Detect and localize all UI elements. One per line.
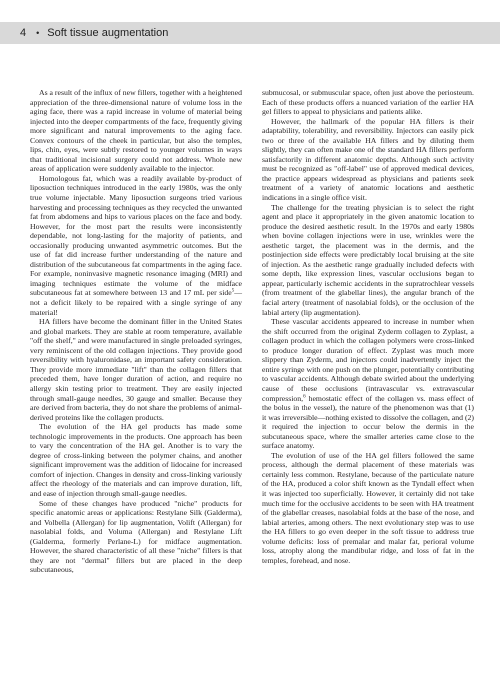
paragraph: Some of these changes have produced "niche" products for specific anatomic areas or applications: Restylane Silk (Galderma), and Volbella (Allergan) for lip augmentation, Volift (Allergan) for nasolabial folds, and Voluma (Allergan) and Restylane Lift (Galderma, formerly Perlane-L) for midface augmentation. However, the shared characteristic of all these "niche" fillers is that they are not "dermal" fillers but are placed in the deep subcutaneous, <box>30 498 242 575</box>
left-column <box>30 88 242 575</box>
paragraph <box>262 317 474 451</box>
paragraph: The challenge for the treating physician is to select the right agent and place it appropriately in the given anatomic location to produce the desired aesthetic result. In the 1970s and early 1980s when bovine collagen injections were in use, wrinkles were the aesthetic target, the placement was in the dermis, and the postinjection side effects were predictably local bruising at the site of injection. As the aesthetic range gradually included defects with some depth, like expression lines, vascular occlusions began to appear, particularly ischemic accidents in the supratrochlear vessels (from treatment of the glabellar lines), the angular branch of the facial artery (treatment of nasolabial folds), or the occlusion of the labial artery (lip augmentation). <box>262 202 474 317</box>
footnote-reference: 6 <box>303 393 306 399</box>
paragraph-text: hemostatic effect of the collagen vs. mass effect of the bolus in the vessel), the nature of the phenomenon was that (1) it was irreversible—nothing existed to dissolve the collagen, and (2) it required the injection to occur below the dermis in the subcutaneous space, where the smaller arteries came close to the surface anatomy. <box>262 393 474 451</box>
chapter-title: Soft tissue augmentation <box>47 27 169 39</box>
paragraph: As a result of the influx of new fillers, together with a heightened appreciation of the three-dimensional nature of volume loss in the aging face, there was a rapid increase in volume of material being injected into the deeper compartments of the face, frequently giving more significant and natural improvements to the aging face. Convex contours of the cheek in particular, but also the temples, lips, chin, eyes, were subtly restored to younger volumes in ways that traditional incisional surgery could not address. Whole new areas of application were suddenly available to the injector. <box>30 88 242 174</box>
paragraph <box>30 174 242 317</box>
paragraph: The evolution of the HA gel products has made some technologic improvements in the products. One approach has been to vary the concentration of the HA gel. Another is to vary the degree of cross-linking between the polymer chains, and another significant improvement was the addition of lidocaine for increased comfort of injection. Changes in density and cross-linking variously affect the rheology of the materials and can improve duration, lift, and ease of injection through small-gauge needles. <box>30 422 242 498</box>
paragraph-text: Homologous fat, which was a readily available by-product of liposuction techniques introduced in the early 1980s, was the only true volume injectable. Many liposuction surgeons tried various harvesting and processing techniques as they recycled the unwanted fat from abdomens and hips to various places on the face and body. However, for the most part the results were inconsistently dependable, not long-lasting for the majority of patients, and occasionally producing unwanted asymmetric outcomes. But the use of fat did increase further understanding of the nature and distribution of the subcutaneous fat compartments in the aging face. For example, noninvasive magnetic resonance imaging (MRI) and imaging techniques estimate the volume of the midface subcutaneous fat at somewhere between 13 and 17 mL per side <box>30 173 242 298</box>
paragraph: HA fillers have become the dominant filler in the United States and global markets. They are stable at room temperature, available "off the shelf," and were manufactured in single preloaded syringes, very reminiscent of the old collagen injections. They provide good reversibility with hyaluronidase, an important safety consideration. They provide more immediate "lift" than the collagen fillers that preceded them, have longer duration of action, and require no allergy skin testing prior to treatment. They are easily injected through small-gauge needles, 30 gauge and smaller. Because they are derived from bacteria, they do not share the problems of animal-derived proteins like the collagen products. <box>30 317 242 422</box>
paragraph: submucosal, or submuscular space, often just above the periosteum. Each of these products offers a nuanced variation of the earlier HA gel fillers to appeal to physicians and patients alike. <box>262 88 474 117</box>
running-header <box>0 22 500 44</box>
header-bullet: • <box>36 28 40 38</box>
paragraph: The evolution of use of the HA gel fillers followed the same process, although the dermal placement of these materials was certainly less common. Restylane, because of the particulate nature of the HA, produced a color shift known as the Tyndall effect when it was injected too superficially. However, it certainly did not take much time for the occlusive accidents to be seen with HA treatment of the glabellar creases, nasolabial folds at the base of the nose, and labial arteries, among others. The next evolutionary step was to use the HA fillers to go even deeper in the soft tissue to address true volume deficits: loss of premalar and malar fat, perioral volume loss, atrophy along the mandibular ridge, and loss of fat in the temples, forehead, and nose. <box>262 450 474 565</box>
footnote-reference: 5 <box>231 288 235 294</box>
right-column <box>262 88 474 575</box>
paragraph-text: —not a deficit likely to be repaired with a single syringe of any material! <box>30 288 242 317</box>
body-text <box>30 88 474 575</box>
page-number: 4 <box>20 27 27 39</box>
paragraph: However, the hallmark of the popular HA fillers is their adaptability, tolerability, and reversibility. Injectors can easily pick two or three of the available HA fillers and by diluting them slightly, they can often make one of the standard HA fillers perform satisfactorily in different anatomic depths. Although such activity must be recognized as "off-label" use of approved medical devices, the practice appears widespread as physicians and patients seek treatment of a variety of anatomic locations and aesthetic indications in a single office visit. <box>262 116 474 203</box>
paragraph-text: These vascular accidents appeared to increase in number when the shift occurred from the original Zyderm collagen to Zyplast, a collagen product in which the collagen polymers were cross-linked to produce longer duration of effect. Zyplast was much more slippery than Zyderm, and injectors could inadvertently inject the entire syringe with one push on the plunger, potentially contributing to vascular accidents. Although debate swirled about the underlying cause of these occlusions (intravascular vs. extravascular compression, <box>262 317 474 403</box>
